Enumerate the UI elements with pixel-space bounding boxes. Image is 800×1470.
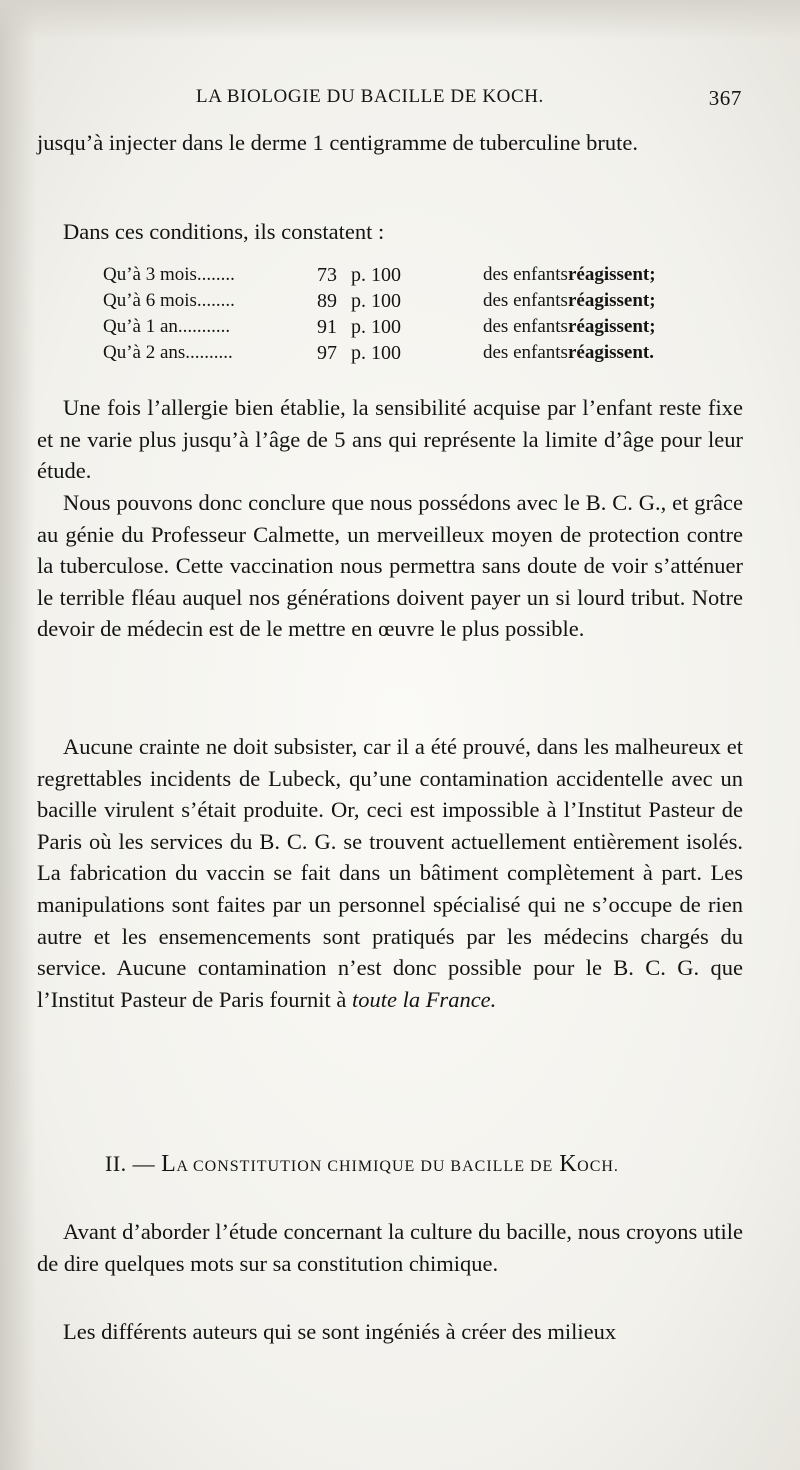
stat-subject: des enfants [483,342,568,363]
stat-subject: des enfants [483,290,568,311]
statistics-list [103,262,683,366]
stat-age: Qu’à 6 mois........ [103,290,235,311]
stat-value: 73 [317,264,337,286]
section-number: II. — [105,1151,156,1176]
paragraph-chemical-intro: Avant d’aborder l’étude concernant la culture du bacille, nous croyons utile de dire quelques mots sur sa constitution chimique. [37,1219,743,1276]
stat-row [103,340,683,366]
section-name-initial: K [559,1151,578,1177]
running-title: LA BIOLOGIE DU BACILLE DE KOCH. [196,86,544,107]
section-heading [105,1151,619,1178]
stat-unit: p. 100 [351,342,401,364]
paragraph-conditions: Dans ces conditions, ils constatent : [63,219,385,244]
section-name-small-caps: OCH. [577,1158,619,1175]
page-number: 367 [708,86,742,110]
paragraph-contamination-italic: toute la France. [351,986,497,1012]
stat-verb: réagissent; [568,264,656,285]
stat-subject: des enfants [483,316,568,337]
stat-verb: réagissent. [568,342,655,363]
stat-verb: réagissent; [568,316,656,337]
stat-unit: p. 100 [351,316,401,338]
stat-subject: des enfants [483,264,568,285]
stat-row [103,314,683,340]
stat-unit: p. 100 [351,290,401,312]
paragraph-authors: Les différents auteurs qui se sont ingéniés à créer des milieux [63,1319,617,1344]
stat-value: 97 [317,342,337,364]
paragraph-continuation: jusqu’à injecter dans le derme 1 centigramme de tuberculine brute. [37,130,639,155]
stat-row [103,288,683,314]
stat-row [103,262,683,288]
stat-value: 89 [317,290,337,312]
stat-verb: réagissent; [568,290,656,311]
page-shadow-left [0,0,36,1470]
stat-unit: p. 100 [351,264,401,286]
paragraph-allergy: Une fois l’allergie bien établie, la sensibilité acquise par l’enfant reste fixe et ne varie plus jusqu’à l’âge de 5 ans qui représente la limite d’âge pour leur étude. [37,395,743,484]
stat-age: Qu’à 3 mois........ [103,264,235,285]
running-header [196,86,742,114]
paragraph-contamination-text: Aucune crainte ne doit subsister, car il a été prouvé, dans les malheureux et regrettables incidents de Lubeck, qu’une contamination accidentelle avec un bacille virulent s’était produite. Or, ceci est impossible à l’Institut Pasteur de Paris où les services du B. C. G. se trouvent actuellement entièrement isolés. La fabrication du vaccin se fait dans un bâtiment complètement à part. Les manipulations sont faites par un personnel spécialisé qui ne s’occupe de rien autre et les ensemencements sont pratiqués par les médecins chargés du service. Aucune contamination n’est donc possible pour le B. C. G. que l’Institut Pasteur de Paris fournit à [37,734,743,1012]
stat-value: 91 [317,316,337,338]
stat-age: Qu’à 2 ans.......... [103,342,233,363]
page-shadow-top [0,0,800,40]
paragraph-contamination [37,731,743,1015]
section-initial: L [161,1151,177,1177]
paragraph-conclusion: Nous pouvons donc conclure que nous possédons avec le B. C. G., et grâce au génie du Professeur Calmette, un merveilleux moyen de protection contre la tuberculose. Cette vaccination nous permettra sans doute de voir s’atténuer le terrible fléau auquel nos générations doivent payer un si lourd tribut. Notre devoir de médecin est de le mettre en œuvre le plus possible. [37,490,743,642]
stat-age: Qu’à 1 an........... [103,316,231,337]
section-title-small-caps: A CONSTITUTION CHIMIQUE DU BACILLE DE [176,1158,554,1175]
